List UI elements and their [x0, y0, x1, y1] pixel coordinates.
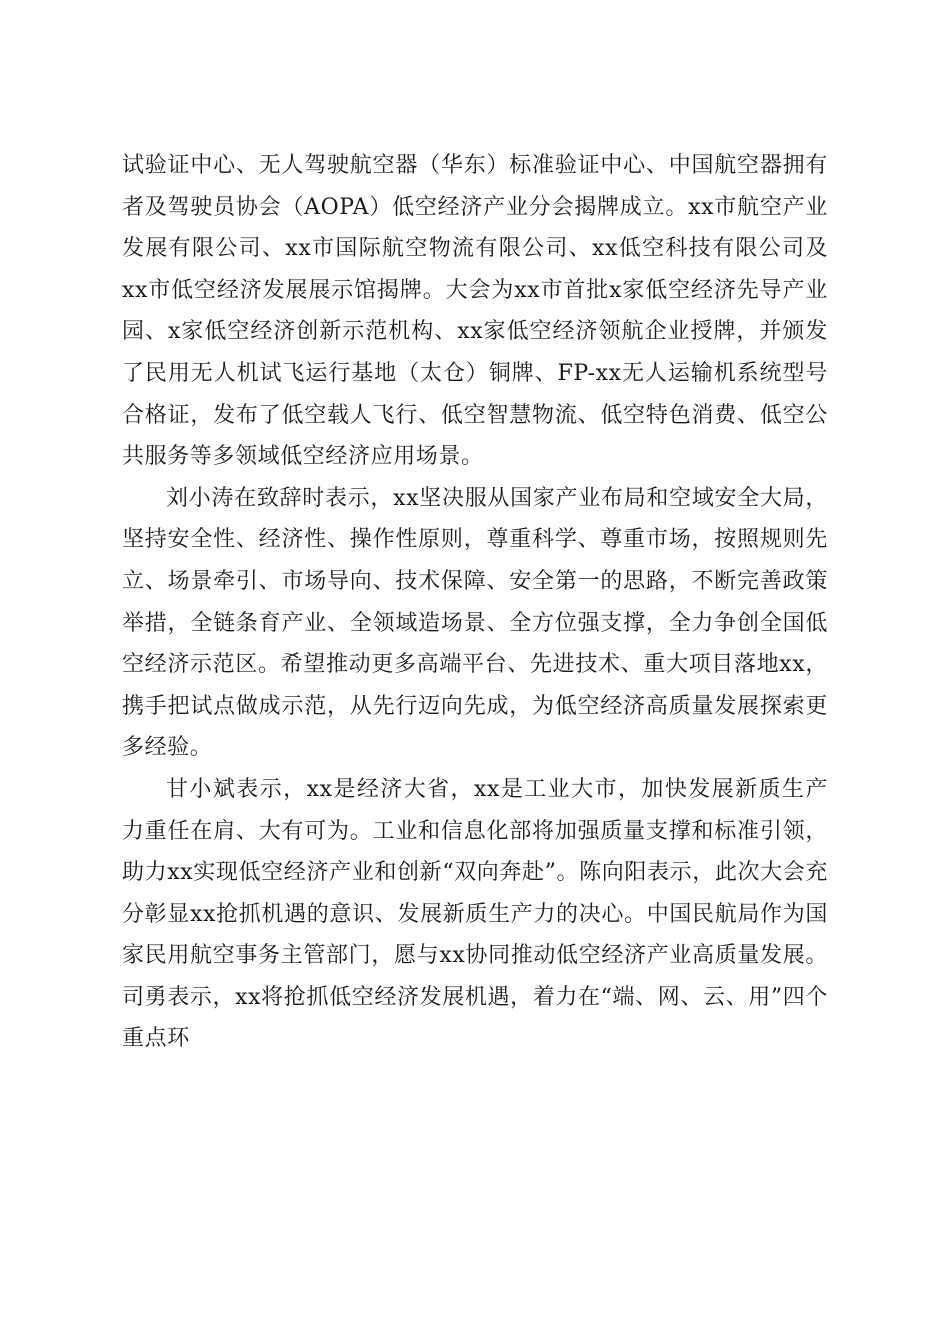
- paragraph-liu-xiaotao-speech: 刘小涛在致辞时表示，xx坚决服从国家产业布局和空域安全大局，坚持安全性、经济性、操作性原则，尊重科学、尊重市场，按照规则先立、场景牵引、市场导向、技术保障、安全第一的思路，不断完善政策举措，全链条育产业、全领域造场景、全方位强支撑，全力争创全国低空经济示范区。希望推动更多高端平台、先进技术、重大项目落地xx，携手把试点做成示范，从先行迈向先成，为低空经济高质量发展探索更多经验。: [122, 485, 828, 761]
- paragraph-gan-xiaobin-speech: 甘小斌表示，xx是经济大省，xx是工业大市，加快发展新质生产力重任在肩、大有可为。工业和信息化部将加强质量支撑和标准引领，助力xx实现低空经济产业和创新“双向奔赴”。陈向阳表示，此次大会充分彰显xx抢抓机遇的意识、发展新质生产力的决心。中国民航局作为国家民用航空事务主管部门，愿与xx协同推动低空经济产业高质量发展。司勇表示，xx将抢抓低空经济发展机遇，着力在“端、网、云、用”四个重点环: [122, 776, 828, 1052]
- document-body: [122, 145, 828, 1060]
- paragraph-continuation: 试验证中心、无人驾驶航空器（华东）标准验证中心、中国航空器拥有者及驾驶员协会（AOPA）低空经济产业分会揭牌成立。xx市航空产业发展有限公司、xx市国际航空物流有限公司、xx低空科技有限公司及xx市低空经济发展展示馆揭牌。大会为xx市首批x家低空经济先导产业园、x家低空经济创新示范机构、xx家低空经济领航企业授牌，并颁发了民用无人机试飞运行基地（太仓）铜牌、FP-xx无人运输机系统型号合格证，发布了低空载人飞行、低空智慧物流、低空特色消费、低空公共服务等多领域低空经济应用场景。: [122, 153, 828, 470]
